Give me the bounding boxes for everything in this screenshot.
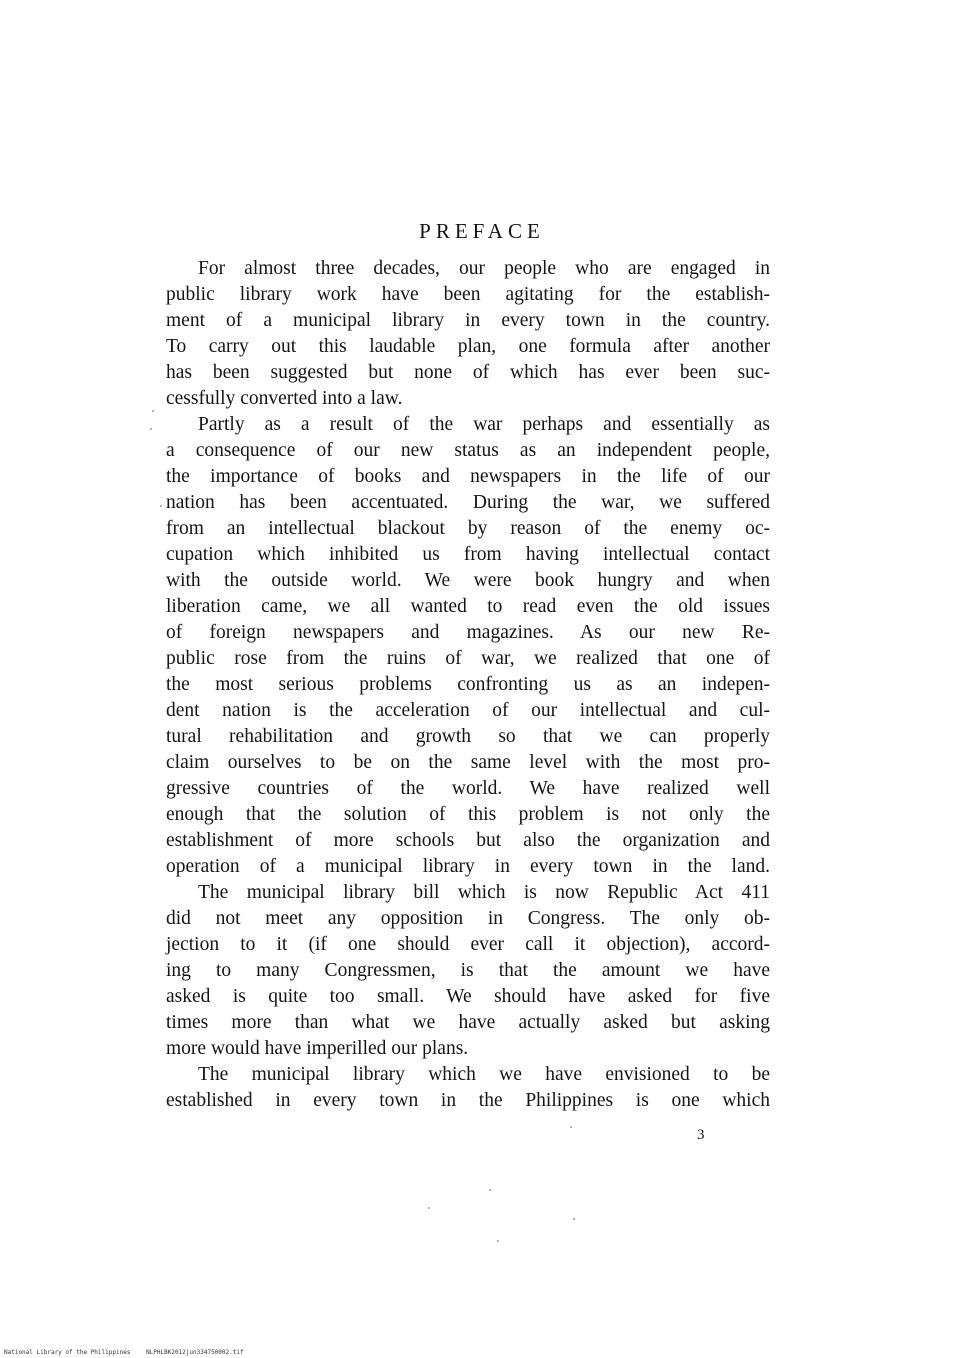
scan-speck [570,1126,572,1128]
page-title: PREFACE [419,219,545,243]
text-line: establishment of more schools but also the organization and [166,830,770,851]
scan-speck [152,410,154,412]
text-line: ment of a municipal library in every town in the country. [166,310,770,331]
scan-speck [150,428,152,430]
paragraph-2 [166,412,770,880]
text-line: public rose from the ruins of war, we realized that one of [166,648,770,669]
scan-footer [4,1349,244,1356]
body-text [166,256,770,1114]
text-line: jection to it (if one should ever call it objection), accord- [166,934,770,955]
text-line: cessfully converted into a law. [166,388,403,409]
footer-file-id: NLPHLBK2012jun334750002.tif [146,1349,244,1356]
text-line: enough that the solution of this problem is not only the [166,804,770,825]
text-line: from an intellectual blackout by reason of the enemy oc- [166,518,770,539]
text-line: gressive countries of the world. We have realized well [166,778,770,799]
text-line: with the outside world. We were book hungry and when [166,570,770,591]
text-line: more would have imperilled our plans. [166,1038,469,1059]
page-number: 3 [697,1127,705,1143]
text-line: claim ourselves to be on the same level with the most pro- [166,752,770,773]
paragraph-3 [166,880,770,1062]
scan-speck [489,1189,491,1191]
text-line: the importance of books and newspapers in the life of our [166,466,770,487]
scan-speck [573,1218,575,1220]
text-line: the most serious problems confronting us as an indepen- [166,674,770,695]
text-line: operation of a municipal library in every town in the land. [166,856,770,877]
text-line: has been suggested but none of which has ever been suc- [166,362,770,383]
paragraph-1 [166,256,770,412]
scan-speck [428,1207,430,1209]
text-line: established in every town in the Philippines is one which [166,1090,770,1111]
footer-source: National Library of the Philippines [4,1349,131,1356]
text-line: ing to many Congressmen, is that the amount we have [166,960,770,981]
text-line: cupation which inhibited us from having intellectual contact [166,544,770,565]
text-line: dent nation is the acceleration of our intellectual and cul- [166,700,770,721]
text-line: liberation came, we all wanted to read even the old issues [166,596,770,617]
paragraph-4 [166,1062,770,1114]
text-line: The municipal library bill which is now Republic Act 411 [198,882,770,903]
scan-speck [497,1240,499,1242]
text-line: tural rehabilitation and growth so that we can properly [166,726,770,747]
text-line: did not meet any opposition in Congress. The only ob- [166,908,770,929]
text-line: The municipal library which we have envisioned to be [198,1064,770,1085]
text-line: For almost three decades, our people who are engaged in [198,258,770,279]
text-line: a consequence of our new status as an independent people, [166,440,770,461]
text-line: To carry out this laudable plan, one formula after another [166,336,770,357]
text-line: public library work have been agitating for the establish- [166,284,770,305]
text-line: asked is quite too small. We should have asked for five [166,986,770,1007]
text-line: Partly as a result of the war perhaps and essentially as [198,414,770,435]
scan-speck [160,505,162,507]
text-line: of foreign newspapers and magazines. As our new Re- [166,622,770,643]
text-line: times more than what we have actually asked but asking [166,1012,770,1033]
text-line: nation has been accentuated. During the war, we suffered [166,492,770,513]
